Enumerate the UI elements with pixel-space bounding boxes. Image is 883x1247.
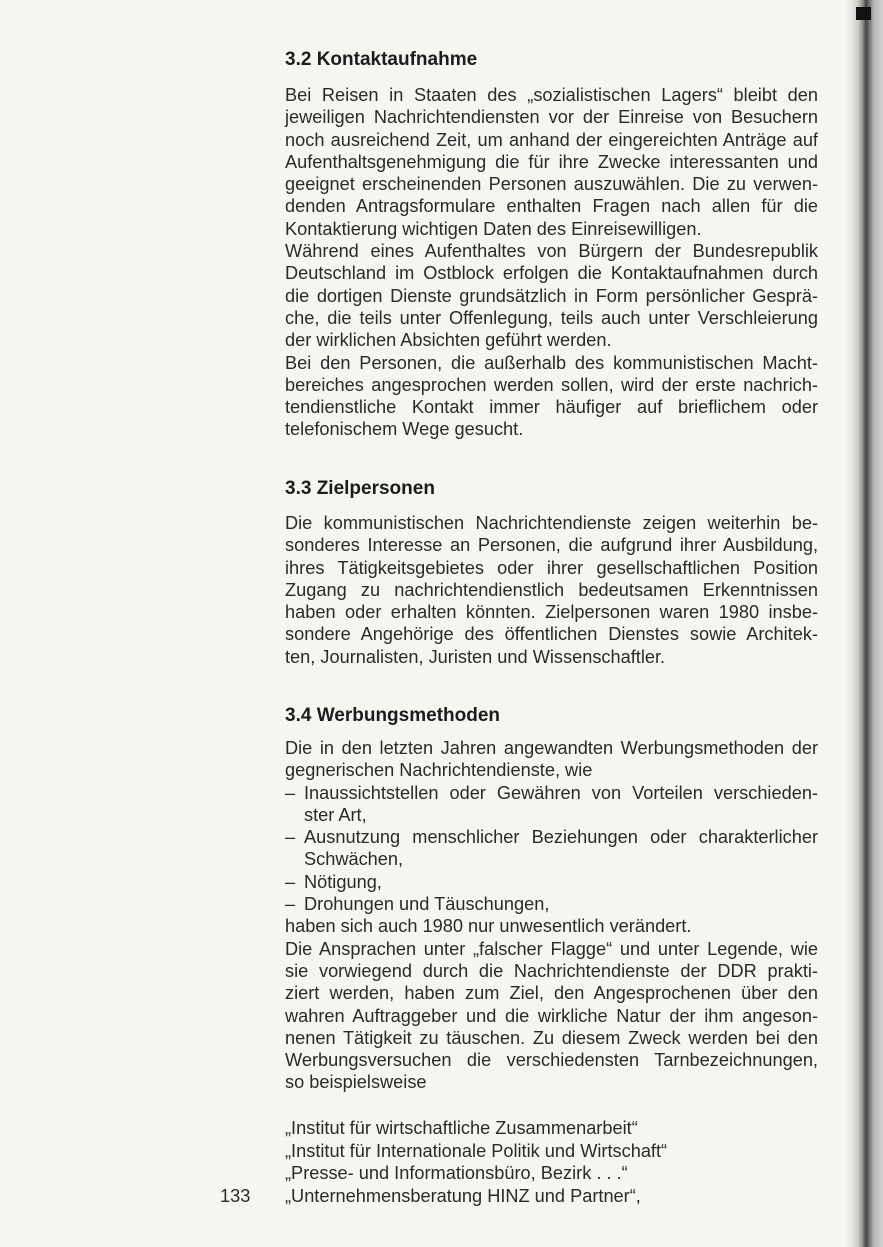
section-heading-3-4: 3.4 Werbungsmethoden [285,705,501,726]
body-line: wahren Auftraggeber und die wirkliche Natur der ihm angeson- [285,1005,818,1026]
body-line: Aufenthaltsgenehmigung die für ihre Zwecke interessanten und [285,151,818,172]
list-bullet: – [285,827,296,848]
list-item [285,893,818,915]
body-line: bereiches angesprochen werden sollen, wird der erste nachrich- [285,374,818,395]
body-line: Zugang zu nachrichtendienstlich bedeutsamen Erkenntnissen [285,579,818,600]
body-line: telefonischem Wege gesucht. [285,419,524,440]
list-item [285,782,818,804]
body-line: so beispielsweise [285,1072,427,1093]
spine-mark [856,7,871,20]
example-line: „Institut für wirtschaftliche Zusammenarbeit“ [285,1118,638,1138]
list-bullet: – [285,894,296,915]
list-item [285,871,818,893]
list-item-text: Inaussichtstellen oder Gewähren von Vorteilen verschieden- [304,782,818,803]
page-number: 133 [220,1186,251,1206]
cover-name-examples [285,1117,818,1207]
section-body-3-4 [285,737,818,1094]
body-line: Bei den Personen, die außerhalb des kommunistischen Macht- [285,352,818,373]
body-line: haben oder erhalten könnten. Zielpersonen waren 1980 insbe- [285,602,818,623]
body-line: Bei Reisen in Staaten des „sozialistischen Lagers“ bleibt den [285,85,818,105]
body-line: jeweiligen Nachrichtendiensten vor der Einreise von Besuchern [285,107,818,128]
body-line: Die kommunistischen Nachrichtendienste zeigen weiterhin be- [285,513,818,533]
body-line: sie vorwiegend durch die Nachrichtendienste der DDR prakti- [285,960,818,981]
body-line: ziert werden, haben zum Ziel, den Angesprochenen über den [285,983,818,1004]
body-line: Deutschland im Ostblock erfolgen die Kontaktaufnahmen durch [285,263,818,284]
section-heading-3-3: 3.3 Zielpersonen [285,478,435,499]
example-line: „Institut für Internationale Politik und Wirtschaft“ [285,1140,668,1161]
section-heading-3-2: 3.2 Kontaktaufnahme [285,49,478,70]
body-line: denden Antragsformulare enthalten Fragen nach allen für die [285,196,818,217]
list-item-text: Nötigung, [304,871,382,892]
example-line: „Unternehmensberatung HINZ und Partner“, [285,1185,641,1206]
list-item [285,826,818,848]
body-line: ihres Tätigkeitsgebietes oder ihrer gesellschaftlichen Position [285,557,818,578]
example-line: „Presse- und Informationsbüro, Bezirk . . .“ [285,1163,628,1184]
body-line: geeignet erscheinenden Personen auszuwählen. Die zu verwen- [285,174,818,195]
list-item-continuation: Schwächen, [304,849,404,870]
section-body-3-2 [285,84,818,441]
body-line: der wirklichen Absichten geführt werden. [285,330,612,351]
body-line: Die in den letzten Jahren angewandten Werbungsmethoden der [285,738,818,758]
body-line: nenen Tätigkeit zu täuschen. Zu diesem Zweck werden bei den [285,1027,818,1048]
body-line: gegnerischen Nachrichtendienste, wie [285,760,593,781]
body-line: che, die teils unter Offenlegung, teils auch unter Verschleierung [285,307,818,328]
body-line: ten, Journalisten, Juristen und Wissenschaftler. [285,646,666,667]
spine-shadow [846,0,883,1247]
list-bullet: – [285,782,296,803]
body-line: sonderes Interesse an Personen, die aufgrund ihrer Ausbildung, [285,535,818,556]
body-line: Die Ansprachen unter „falscher Flagge“ und unter Legende, wie [285,938,818,959]
body-line: Kontaktierung wichtigen Daten des Einreisewilligen. [285,218,702,239]
body-line: sondere Angehörige des öffentlichen Dienstes sowie Architek- [285,624,818,645]
list-item-text: Drohungen und Täuschungen, [304,894,550,915]
body-line: Während eines Aufenthaltes von Bürgern der Bundesrepublik [285,241,818,262]
list-item-text: Ausnutzung menschlicher Beziehungen oder charakterlicher [304,827,818,848]
body-line: noch ausreichend Zeit, um anhand der eingereichten Anträge auf [285,129,818,150]
body-line: haben sich auch 1980 nur unwesentlich verändert. [285,916,692,937]
body-line: Werbungsversuchen die verschiedensten Tarnbezeichnungen, [285,1050,818,1071]
body-line: tendienstliche Kontakt immer häufiger auf brieflichem oder [285,397,818,418]
section-body-3-3 [285,512,818,668]
list-bullet: – [285,871,296,892]
list-item-continuation: ster Art, [304,804,367,825]
body-line: die dortigen Dienste grundsätzlich in Form persönlicher Gesprä- [285,285,818,306]
